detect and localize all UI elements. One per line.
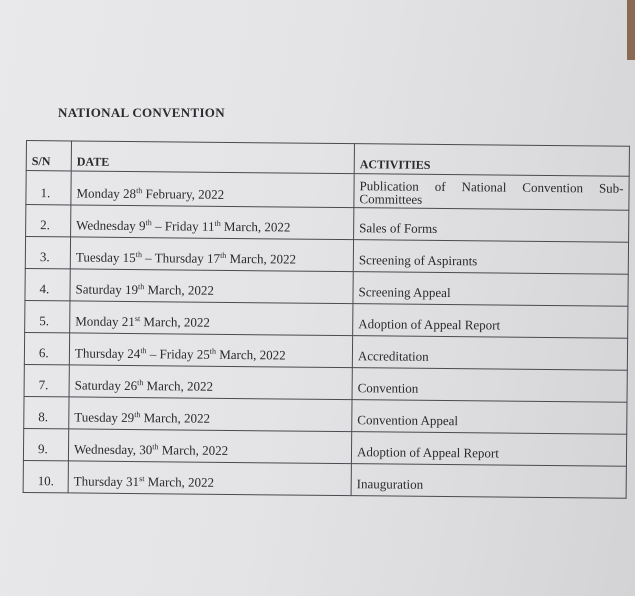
row-activity: Adoption of Appeal Report (351, 432, 626, 467)
ordinal-suffix: th (145, 218, 152, 228)
row-activity: Sales of Forms (354, 208, 629, 243)
row-activity: Inauguration (351, 464, 626, 499)
schedule-table (23, 140, 630, 499)
row-date: Thursday 31st March, 2022 (68, 461, 351, 496)
row-date: Tuesday 15th – Thursday 17th March, 2022 (70, 237, 353, 272)
document-title: NATIONAL CONVENTION (58, 105, 225, 120)
row-activity: Accreditation (352, 336, 627, 371)
row-date: Wednesday, 30th March, 2022 (68, 429, 351, 464)
row-serial-number: 2. (26, 205, 71, 237)
row-serial-number: 5. (25, 300, 70, 332)
row-activity: Screening Appeal (353, 272, 628, 307)
ordinal-suffix: th (220, 250, 227, 260)
row-serial-number: 8. (24, 396, 69, 428)
ordinal-suffix: th (135, 250, 143, 260)
row-serial-number: 9. (23, 428, 68, 460)
table-row (23, 460, 626, 498)
header-date: DATE (71, 141, 354, 174)
row-date: Saturday 26th March, 2022 (69, 365, 352, 400)
ordinal-suffix: th (137, 378, 144, 388)
ordinal-suffix: th (152, 442, 159, 452)
row-date: Monday 21st March, 2022 (70, 301, 353, 336)
row-serial-number: 1. (26, 171, 71, 205)
row-date: Monday 28th February, 2022 (71, 171, 354, 208)
row-date: Wednesday 9th – Friday 11th March, 2022 (71, 205, 354, 240)
ordinal-suffix: th (138, 282, 145, 292)
row-activity: Convention (352, 368, 627, 403)
ordinal-suffix: st (134, 314, 141, 324)
row-activity: Screening of Aspirants (353, 240, 628, 275)
ordinal-suffix: th (214, 218, 221, 228)
row-serial-number: 3. (25, 237, 70, 269)
header-activities: ACTIVITIES (354, 144, 629, 177)
table-row (26, 171, 629, 211)
background-edge (627, 0, 635, 60)
row-serial-number: 6. (24, 332, 69, 364)
ordinal-suffix: st (139, 474, 145, 484)
row-activity: Publication of National Convention Sub-Committees (354, 174, 629, 211)
header-sn: S/N (26, 141, 71, 171)
row-serial-number: 4. (25, 268, 70, 300)
ordinal-suffix: th (209, 346, 217, 356)
row-activity: Convention Appeal (352, 400, 627, 435)
row-date: Thursday 24th – Friday 25th March, 2022 (69, 333, 352, 368)
row-date: Saturday 19th March, 2022 (70, 269, 353, 304)
ordinal-suffix: th (134, 410, 141, 420)
row-serial-number: 7. (24, 364, 69, 396)
ordinal-suffix: th (140, 346, 147, 356)
row-serial-number: 10. (23, 460, 68, 492)
row-activity: Adoption of Appeal Report (353, 304, 628, 339)
ordinal-suffix: th (136, 186, 143, 196)
row-date: Tuesday 29th March, 2022 (69, 397, 352, 432)
